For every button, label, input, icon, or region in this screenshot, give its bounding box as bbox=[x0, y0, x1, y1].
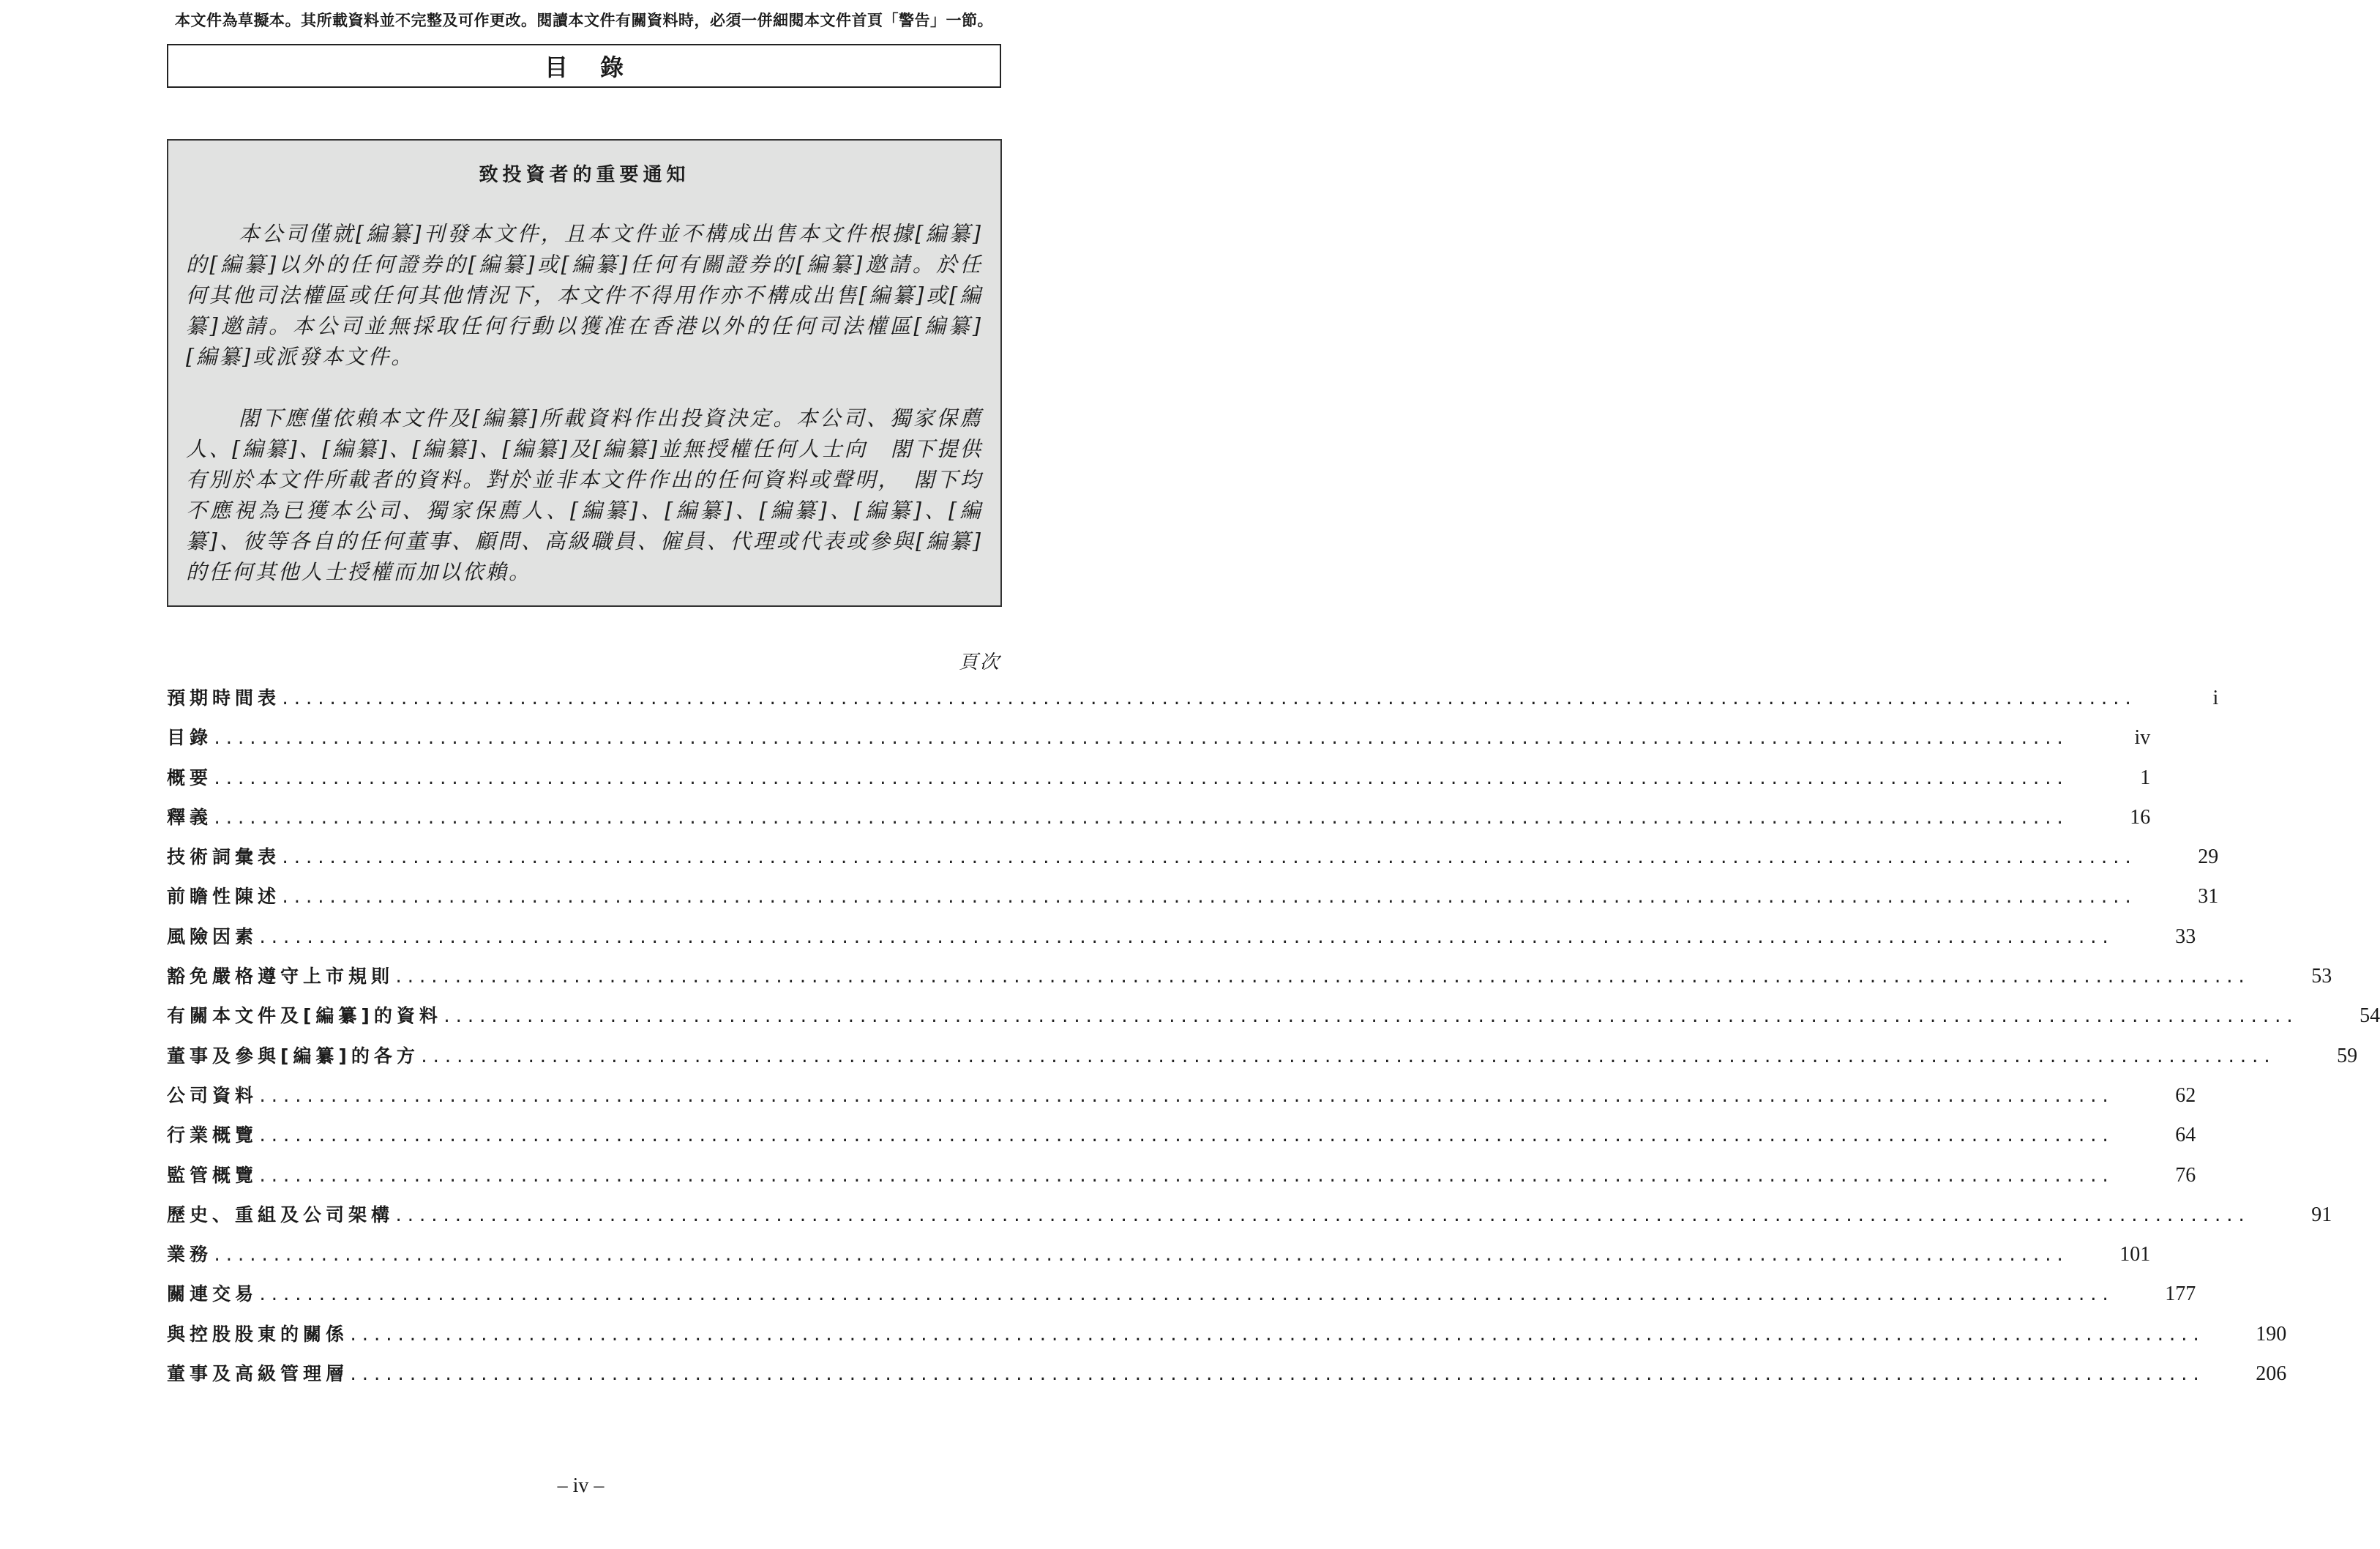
toc-entry-page: 1 bbox=[2140, 766, 2151, 789]
toc-dot-leader: ............................................................................................................................................................ bbox=[348, 1326, 2204, 1345]
toc-entry-regulatory-overview[interactable] bbox=[167, 1161, 2196, 1201]
toc-entry-page: 62 bbox=[2175, 1083, 2196, 1107]
toc-entry-page: i bbox=[2212, 687, 2219, 709]
toc-entry-title: 目錄 bbox=[167, 727, 213, 749]
toc-dot-leader: ............................................................................................................................................................ bbox=[394, 968, 2249, 988]
toc-entry-expected-timetable[interactable] bbox=[167, 684, 2219, 723]
toc-dot-leader: ............................................................................................................................................................ bbox=[212, 730, 2067, 749]
toc-entry-history[interactable] bbox=[167, 1201, 2332, 1240]
toc-entry-directors-management[interactable] bbox=[167, 1359, 2287, 1399]
toc-entry-page: 16 bbox=[2130, 805, 2151, 829]
toc-entry-parties[interactable] bbox=[167, 1042, 2358, 1081]
page-title-box bbox=[167, 44, 1001, 88]
toc-entry-title: 有關本文件及[編纂]的資料 bbox=[167, 1005, 442, 1027]
toc-dot-leader: ............................................................................................................................................................ bbox=[419, 1048, 2275, 1067]
toc-dot-leader: ............................................................................................................................................................ bbox=[212, 809, 2067, 828]
toc-entry-corporate-info[interactable] bbox=[167, 1081, 2196, 1121]
toc-entry-risk-factors[interactable] bbox=[167, 922, 2196, 962]
toc-entry-title: 業務 bbox=[167, 1244, 213, 1266]
toc-entry-industry-overview[interactable] bbox=[167, 1121, 2196, 1160]
page-column-label: 頁次 bbox=[958, 652, 1001, 673]
toc-dot-leader: ............................................................................................................................................................ bbox=[258, 1127, 2113, 1146]
toc-entry-page: 101 bbox=[2119, 1243, 2151, 1266]
toc-entry-title: 董事及參與[編纂]的各方 bbox=[167, 1045, 419, 1067]
toc-entry-title: 歷史、重組及公司架構 bbox=[167, 1203, 394, 1225]
toc-entry-title: 技術詞彙表 bbox=[167, 846, 281, 868]
toc-entry-title: 行業概覽 bbox=[167, 1124, 258, 1146]
toc-entry-title: 公司資料 bbox=[167, 1084, 258, 1106]
toc-entry-controlling-shareholders[interactable] bbox=[167, 1320, 2287, 1359]
toc-dot-leader: ............................................................................................................................................................ bbox=[212, 769, 2067, 788]
toc-entry-page: 64 bbox=[2175, 1124, 2196, 1147]
toc-entry-page: 206 bbox=[2256, 1362, 2287, 1386]
toc-dot-leader: ............................................................................................................................................................ bbox=[348, 1366, 2204, 1385]
toc-entry-title: 董事及高級管理層 bbox=[167, 1363, 349, 1385]
page-number: – iv – bbox=[557, 1474, 605, 1497]
toc-dot-leader: ............................................................................................................................................................ bbox=[212, 1247, 2067, 1266]
toc-entry-page: 177 bbox=[2165, 1283, 2196, 1306]
toc-entry-page: 59 bbox=[2337, 1044, 2358, 1067]
notice-paragraph: 本公司僅就[編纂]刊發本文件，且本文件並不構成出售本文件根據[編纂]的[編纂]以外的任何證券的[編纂]或[編纂]任何有關證券的[編纂]邀請。於任何其他司法權區或任何其他情況下，本文件不得用作亦不構成出售[編纂]或[編纂]邀請。本公司並無採取任何行動以獲准在香港以外的任何司法權區[編纂][編纂]或派發本文件。 bbox=[186, 222, 983, 369]
toc-entry-page: 91 bbox=[2311, 1203, 2332, 1226]
toc-dot-leader: ............................................................................................................................................................ bbox=[258, 1167, 2113, 1186]
toc-entry-page: 53 bbox=[2311, 965, 2332, 988]
toc-entry-page: 33 bbox=[2175, 925, 2196, 948]
toc-entry-page: 29 bbox=[2198, 846, 2219, 869]
toc-dot-leader: ............................................................................................................................................................ bbox=[441, 1008, 2297, 1027]
toc-entry-definitions[interactable] bbox=[167, 803, 2151, 843]
toc-entry-connected-transactions[interactable] bbox=[167, 1280, 2196, 1319]
toc-dot-leader: ............................................................................................................................................................ bbox=[280, 690, 2136, 709]
toc-dot-leader: ............................................................................................................................................................ bbox=[258, 1286, 2113, 1305]
toc-dot-leader: ............................................................................................................................................................ bbox=[280, 889, 2136, 908]
toc-entry-title: 監管概覽 bbox=[167, 1164, 258, 1186]
toc-entry-summary[interactable] bbox=[167, 764, 2151, 803]
toc-entry-title: 預期時間表 bbox=[167, 687, 281, 709]
toc-dot-leader: ............................................................................................................................................................ bbox=[394, 1206, 2249, 1225]
toc-entry-contents[interactable] bbox=[167, 723, 2151, 763]
draft-disclaimer: 本文件為草擬本。其所載資料並不完整及可作更改。閱讀本文件有關資料時，必須一併細閱本文件首頁「警告」一節。 bbox=[175, 12, 993, 29]
toc-entry-page: 190 bbox=[2256, 1322, 2287, 1345]
toc-dot-leader: ............................................................................................................................................................ bbox=[258, 928, 2113, 947]
toc-entry-page: 31 bbox=[2198, 885, 2219, 908]
toc-entry-page: iv bbox=[2134, 726, 2151, 750]
toc-entry-business[interactable] bbox=[167, 1240, 2151, 1280]
toc-entry-page: 54 bbox=[2360, 1004, 2380, 1028]
toc-entry-title: 與控股股東的關係 bbox=[167, 1323, 349, 1345]
investor-notice-box bbox=[167, 139, 1002, 607]
toc-entry-waivers[interactable] bbox=[167, 962, 2332, 1001]
toc-entry-title: 前瞻性陳述 bbox=[167, 886, 281, 908]
toc-entry-document-info[interactable] bbox=[167, 1001, 2380, 1041]
toc-entry-title: 釋義 bbox=[167, 806, 213, 828]
toc-entry-glossary[interactable] bbox=[167, 843, 2219, 882]
toc-dot-leader: ............................................................................................................................................................ bbox=[280, 849, 2136, 868]
toc-dot-leader: ............................................................................................................................................................ bbox=[258, 1087, 2113, 1106]
toc-entry-title: 風險因素 bbox=[167, 925, 258, 947]
toc-entry-forward-looking[interactable] bbox=[167, 882, 2219, 922]
toc-entry-title: 概要 bbox=[167, 766, 213, 788]
page-title: 目錄 bbox=[544, 53, 656, 81]
table-of-contents bbox=[167, 684, 2380, 1399]
toc-entry-title: 豁免嚴格遵守上市規則 bbox=[167, 966, 394, 988]
notice-heading: 致投資者的重要通知 bbox=[479, 164, 690, 186]
notice-paragraph: 閣下應僅依賴本文件及[編纂]所載資料作出投資決定。本公司、獨家保薦人、[編纂]、[編纂]、[編纂]、[編纂]及[編纂]並無授權任何人士向 閣下提供有別於本文件所載者的資料。對於並非本文件作出的任何資料或聲明， 閣下均不應視為已獲本公司、獨家保薦人、[編纂]、[編纂]、[編纂]、[編纂]、[編纂]、彼等各自的任何董事、顧問、高級職員、僱員、代理或代表或參與[編纂]的任何其他人士授權而加以依賴。 bbox=[186, 406, 983, 584]
toc-entry-page: 76 bbox=[2175, 1163, 2196, 1187]
toc-entry-title: 關連交易 bbox=[167, 1283, 258, 1305]
